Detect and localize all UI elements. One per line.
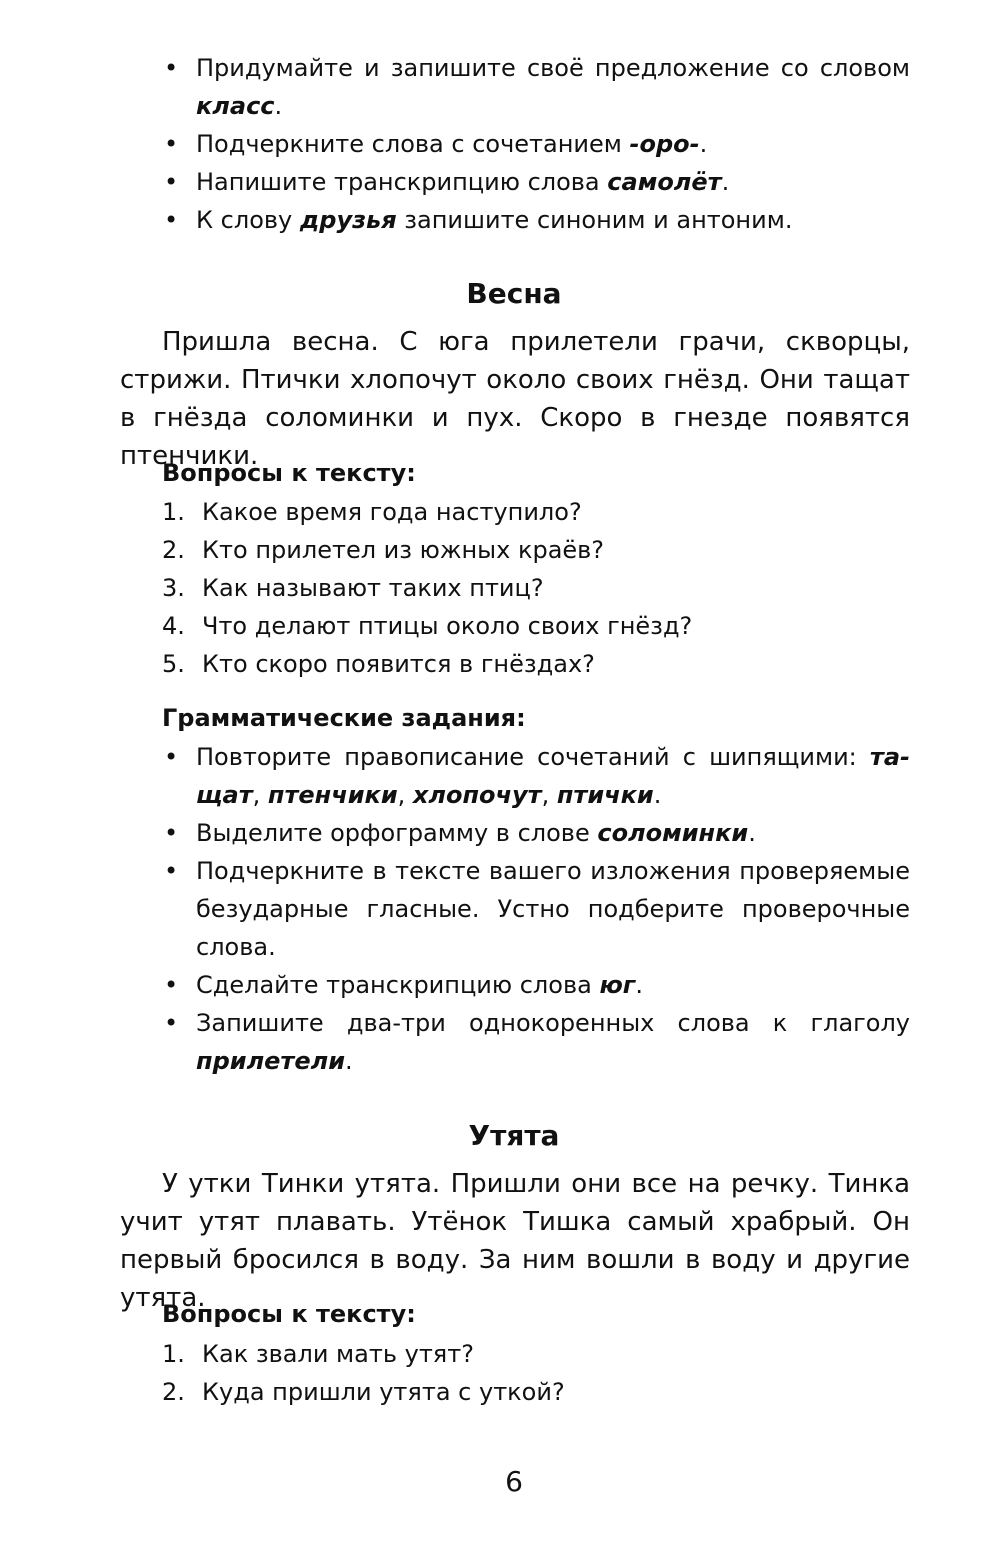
story-text: Пришла весна. С юга прилетели грачи, скворцы, стрижи. Птички хлопочут около своих гнёзд. Они тащат в гнёзда соломинки и пух. Скоро в гнезде появятся птенчики.: [120, 327, 910, 471]
list-item: • Придумайте и запишите своё предложение со словом класс.: [162, 49, 910, 125]
bullet-icon: •: [164, 819, 179, 847]
questions-heading: Вопросы к тексту:: [162, 459, 416, 487]
bullet-icon: •: [164, 857, 179, 885]
list-item: 1. Как звали мать утят?: [162, 1340, 474, 1368]
list-item: • К слову друзья запишите синоним и антоним.: [162, 201, 910, 239]
grammar-heading: Грамматические задания:: [162, 704, 526, 732]
story-text: У утки Тинки утята. Пришли они все на речку. Тинка учит утят плавать. Утёнок Тишка самый храбрый. Он первый бросился в воду. За ним вошли в воду и другие утята.: [120, 1169, 910, 1313]
bullet-icon: •: [164, 971, 179, 999]
list-item: 2. Кто прилетел из южных краёв?: [162, 536, 605, 564]
bullet-icon: •: [164, 54, 179, 82]
questions-heading: Вопросы к тексту:: [162, 1300, 416, 1328]
bullet-icon: •: [164, 206, 179, 234]
questions-list: [162, 1335, 910, 1411]
list-item: • Подчеркните слова с сочетанием -оро-.: [162, 125, 910, 163]
list-item: • Выделите орфограмму в слове соломинки.: [162, 814, 910, 852]
page-number: 6: [505, 1465, 523, 1498]
list-item: 3. Как называют таких птиц?: [162, 574, 544, 602]
list-item: • Повторите правописание сочетаний с шипящими: тащат, птенчики, хлопочут, птички.: [162, 738, 910, 814]
bullet-icon: •: [164, 130, 179, 158]
grammar-task-list: [162, 738, 910, 1080]
bullet-icon: •: [164, 168, 179, 196]
list-item: 1. Какое время года наступило?: [162, 498, 582, 526]
list-item: • Напишите транскрипцию слова самолёт.: [162, 163, 910, 201]
bullet-icon: •: [164, 743, 179, 771]
list-item: 5. Кто скоро появится в гнёздах?: [162, 650, 595, 678]
list-item: • Запишите два-три однокоренных слова к глаголу прилетели.: [162, 1004, 910, 1080]
list-item: • Подчеркните в тексте вашего изложения проверяемые безударные гласные. Устно подберите проверочные слова.: [162, 852, 910, 966]
list-item: • Сделайте транскрипцию слова юг.: [162, 966, 910, 1004]
list-item: 2. Куда пришли утята с уткой?: [162, 1378, 565, 1406]
section-title: Утята: [468, 1119, 560, 1152]
section-title: Весна: [466, 277, 562, 310]
bullet-icon: •: [164, 1009, 179, 1037]
questions-list: [162, 493, 910, 683]
list-item: 4. Что делают птицы около своих гнёзд?: [162, 612, 693, 640]
top-task-list: [162, 49, 910, 239]
